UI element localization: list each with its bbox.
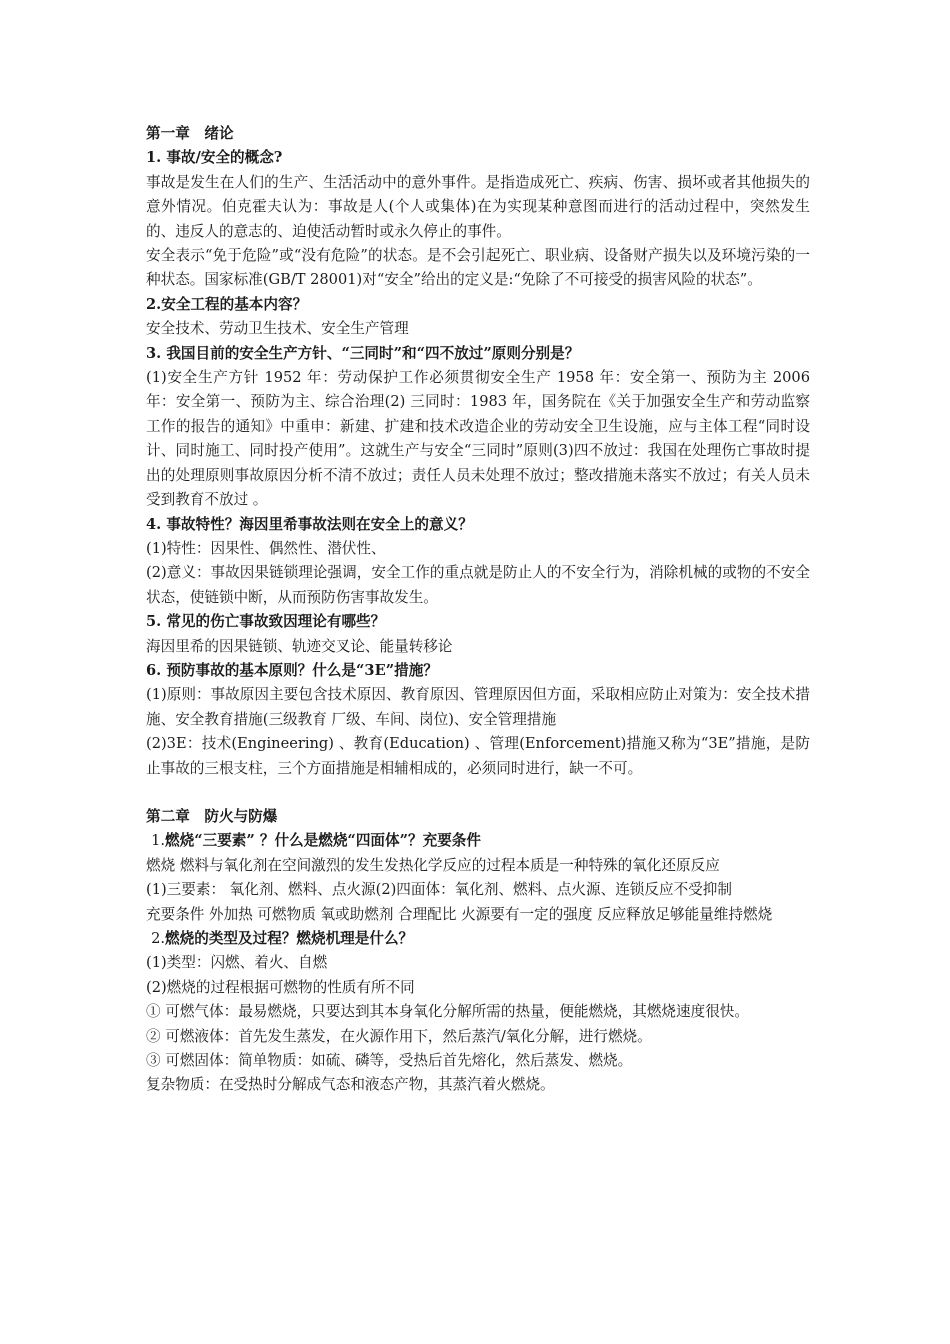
- ch2-question-2-number: 2.: [151, 930, 166, 947]
- ch2-question-1-text: 燃烧“三要素” ？什么是燃烧“四面体”？充要条件: [165, 832, 481, 850]
- answer-5: 海因里希的因果链锁、轨迹交叉论、能量转移论: [146, 637, 453, 655]
- answer-2: 安全技术、劳动卫生技术、安全生产管理: [146, 320, 409, 338]
- answer-6-3e: (2)3E：技术(Engineering) 、教育(Education) 、管理(Enforcement)措施又称为“3E”措施，是防止事故的三根支柱，三个方面措施是相辅相成的，必须同时进行，缺一不可。: [146, 735, 810, 777]
- ch2-question-1-number: 1.: [151, 832, 166, 850]
- answer-6-principles: (1)原则：事故原因主要包含技术原因、教育原因、管理原因但方面，采取相应防止对策为：安全技术措施、安全教育措施(三级教育 厂级、车间、岗位)、安全管理措施: [146, 686, 810, 728]
- answer-4-traits: (1)特性：因果性、偶然性、潜伏性、: [146, 539, 386, 557]
- ch2-answer-2-complex: 复杂物质：在受热时分解成气态和液态产物，其蒸汽着火燃烧。: [146, 1076, 555, 1094]
- question-4: 4. 事故特性？海因里希事故法则在安全上的意义？: [146, 515, 473, 533]
- answer-3: (1)安全生产方针 1952 年：劳动保护工作必须贯彻安全生产 1958 年：安全第一、预防为主 2006 年：安全第一、预防为主、综合治理(2) 三同时：1983 年，国务院在《关于加强安全生产和劳动监察工作的报告的通知》中重申：新建、扩建和技术改造企业的劳动安全卫生设施，应与主体工程“同时设计、同时施工、同时投产使用”。这就生产与安全“三同时”原则(3)四不放过：我国在处理伤亡事故时提出的处理原则事故原因分析不清不放过；责任人员未处理不放过；整改措施未落实不放过；有关人员未受到教育不放过 。: [146, 369, 810, 509]
- ch2-answer-2-types: (1)类型：闪燃、着火、自燃: [146, 954, 328, 972]
- answer-1-accident: 事故是发生在人们的生产、生活活动中的意外事件。是指造成死亡、疾病、伤害、损坏或者其他损失的意外情况。伯克霍夫认为：事故是人(个人或集体)在为实现某种意图而进行的活动过程中，突然发生的、违反人的意志的、迫使活动暂时或永久停止的事件。: [146, 173, 810, 240]
- ch2-answer-2-process: (2)燃烧的过程根据可燃物的性质有所不同: [146, 978, 415, 996]
- chapter-spacer: [146, 781, 810, 805]
- answer-4-meaning: (2)意义：事故因果链锁理论强调，安全工作的重点就是防止人的不安全行为，消除机械的或物的不安全状态，使链锁中断，从而预防伤害事故发生。: [146, 564, 810, 606]
- ch2-question-2-text: 燃烧的类型及过程？燃烧机理是什么？: [165, 930, 414, 947]
- ch2-answer-1-conditions: 充要条件 外加热 可燃物质 氧或助燃剂 合理配比 火源要有一定的强度 反应释放足够能量维持燃烧: [146, 905, 773, 923]
- answer-1-safety: 安全表示“免于危险”或“没有危险”的状态。是不会引起死亡、职业病、设备财产损失以及环境污染的一种状态。国家标准(GB/T 28001)对“安全”给出的定义是:“免除了不可接受的损害风险的状态”。: [146, 247, 810, 289]
- chapter-1-title: 第一章 绪论: [146, 125, 234, 142]
- question-6: 6. 预防事故的基本原则？什么是“3E”措施？: [146, 661, 438, 679]
- ch2-question-2: [146, 927, 810, 951]
- ch2-answer-2-gas: ① 可燃气体：最易燃烧，只要达到其本身氧化分解所需的热量，便能燃烧，其燃烧速度很快。: [146, 1003, 749, 1021]
- question-5: 5. 常见的伤亡事故致因理论有哪些？: [146, 613, 386, 631]
- ch2-answer-2-liquid: ② 可燃液体：首先发生蒸发，在火源作用下，然后蒸汽/氧化分解，进行燃烧。: [146, 1027, 652, 1045]
- ch2-answer-1-elements: (1)三要素： 氧化剂、燃料、点火源(2)四面体：氧化剂、燃料、点火源、连锁反应不受抑制: [146, 881, 732, 899]
- question-2: 2.安全工程的基本内容？: [146, 295, 308, 313]
- ch2-answer-2-solid: ③ 可燃固体：简单物质：如硫、磷等，受热后首先熔化，然后蒸发、燃烧。: [146, 1052, 633, 1070]
- document-page: [146, 122, 810, 1098]
- question-3: 3. 我国目前的安全生产方针、“三同时”和“四不放过”原则分别是？: [146, 344, 580, 362]
- ch2-answer-1-definition: 燃烧 燃料与氧化剂在空间激烈的发生发热化学反应的过程本质是一种特殊的氧化还原反应: [146, 856, 720, 874]
- ch2-question-1: [146, 829, 810, 853]
- chapter-2-title: 第二章 防火与防爆: [146, 807, 278, 825]
- question-1: 1. 事故/安全的概念?: [146, 149, 283, 167]
